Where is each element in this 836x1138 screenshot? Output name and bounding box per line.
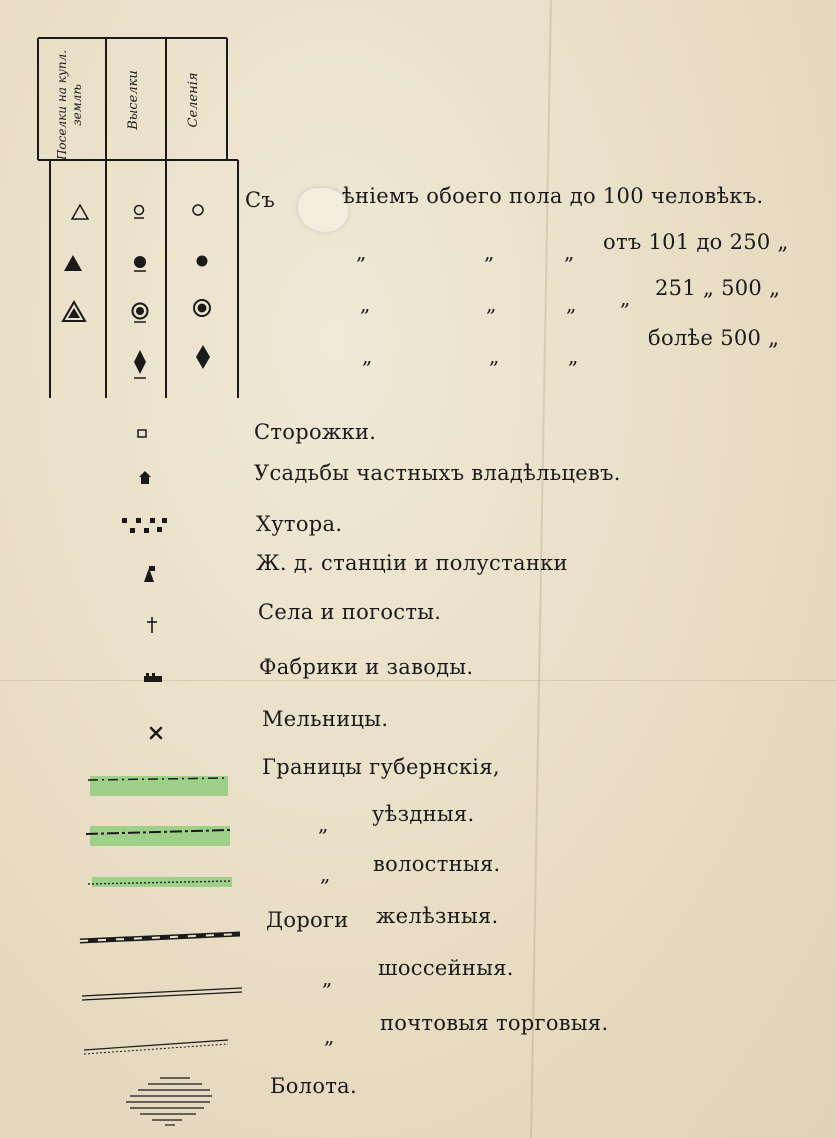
highway-road-line (82, 988, 242, 1000)
ditto-mark: „ (568, 344, 579, 368)
triangle-open-icon (72, 205, 88, 219)
factory-icon (144, 673, 162, 682)
ditto-mark: „ (362, 344, 373, 368)
legend-uezdnye: уѣздныя. (372, 802, 475, 826)
ditto-mark: „ (620, 286, 631, 310)
ditto-mark: „ (360, 292, 371, 316)
ring-circle-icon (194, 300, 210, 316)
header-seleniya: Селенія (186, 72, 201, 128)
population-prefix: Съ (245, 188, 276, 212)
filled-circle-stem-icon (134, 256, 146, 271)
green-band (90, 826, 230, 846)
small-circle-icon (193, 205, 203, 215)
railway-road-line (80, 934, 240, 941)
diamond-icon (196, 345, 210, 369)
ditto-mark: „ (489, 344, 500, 368)
diamond-stem-icon (134, 350, 146, 378)
population-row-2: отъ 101 до 250 „ (603, 230, 789, 254)
legend-dorogi: Дороги (266, 908, 349, 932)
legend-storozhki: Сторожки. (254, 420, 377, 444)
legend-usadby: Усадьбы частныхъ владѣльцевъ. (254, 461, 621, 485)
ditto-mark: „ (356, 240, 367, 264)
green-band (92, 877, 232, 887)
legend-stations: Ж. д. станціи и полустанки (256, 551, 568, 575)
storozhka-icon (138, 430, 146, 437)
swamp-icon (126, 1078, 212, 1125)
header-poselki: Поселки на купл. землѣ (55, 49, 84, 161)
ring-circle-stem-icon (133, 304, 148, 323)
ditto-mark: „ (318, 812, 329, 836)
table-symbols (0, 0, 260, 400)
railway-station-icon (144, 566, 155, 582)
population-row-1: ѣніемъ обоего пола до 100 человѣкъ. (342, 184, 764, 208)
triangle-filled-icon (64, 255, 82, 271)
ditto-mark: „ (486, 292, 497, 316)
postal-road-line (84, 1040, 228, 1054)
legend-pochtovye: почтовыя торговыя. (380, 1011, 609, 1035)
ditto-mark: „ (324, 1024, 335, 1048)
ditto-mark: „ (484, 240, 495, 264)
legend-fabriki: Фабрики и заводы. (259, 655, 474, 679)
triangle-double-icon (63, 302, 85, 321)
legend-khutora: Хутора. (256, 512, 343, 536)
ditto-mark: „ (564, 240, 575, 264)
farmstead-icon (122, 518, 167, 533)
legend-sela: Села и погосты. (258, 600, 442, 624)
ditto-mark: „ (566, 292, 577, 316)
estate-icon (139, 471, 151, 484)
legend-volostnye: волостныя. (373, 852, 501, 876)
filled-circle-icon (197, 256, 208, 267)
mill-icon (151, 728, 161, 738)
legend-bolota: Болота. (270, 1074, 357, 1098)
header-vyselki: Выселки (126, 70, 141, 130)
legend-zheleznye: желѣзныя. (376, 904, 499, 928)
ditto-mark: „ (322, 966, 333, 990)
church-cross-icon (147, 617, 157, 633)
small-circle-stem-icon (134, 206, 144, 219)
population-row-3: 251 „ 500 „ (655, 276, 781, 300)
ditto-mark: „ (320, 862, 331, 886)
legend-granitsy: Границы губернскія, (262, 755, 500, 779)
legend-symbols (0, 410, 260, 1138)
legend-melnitsy: Мельницы. (262, 707, 389, 731)
legend-shosseinye: шоссейныя. (378, 956, 514, 980)
population-row-4: болѣе 500 „ (648, 326, 780, 350)
